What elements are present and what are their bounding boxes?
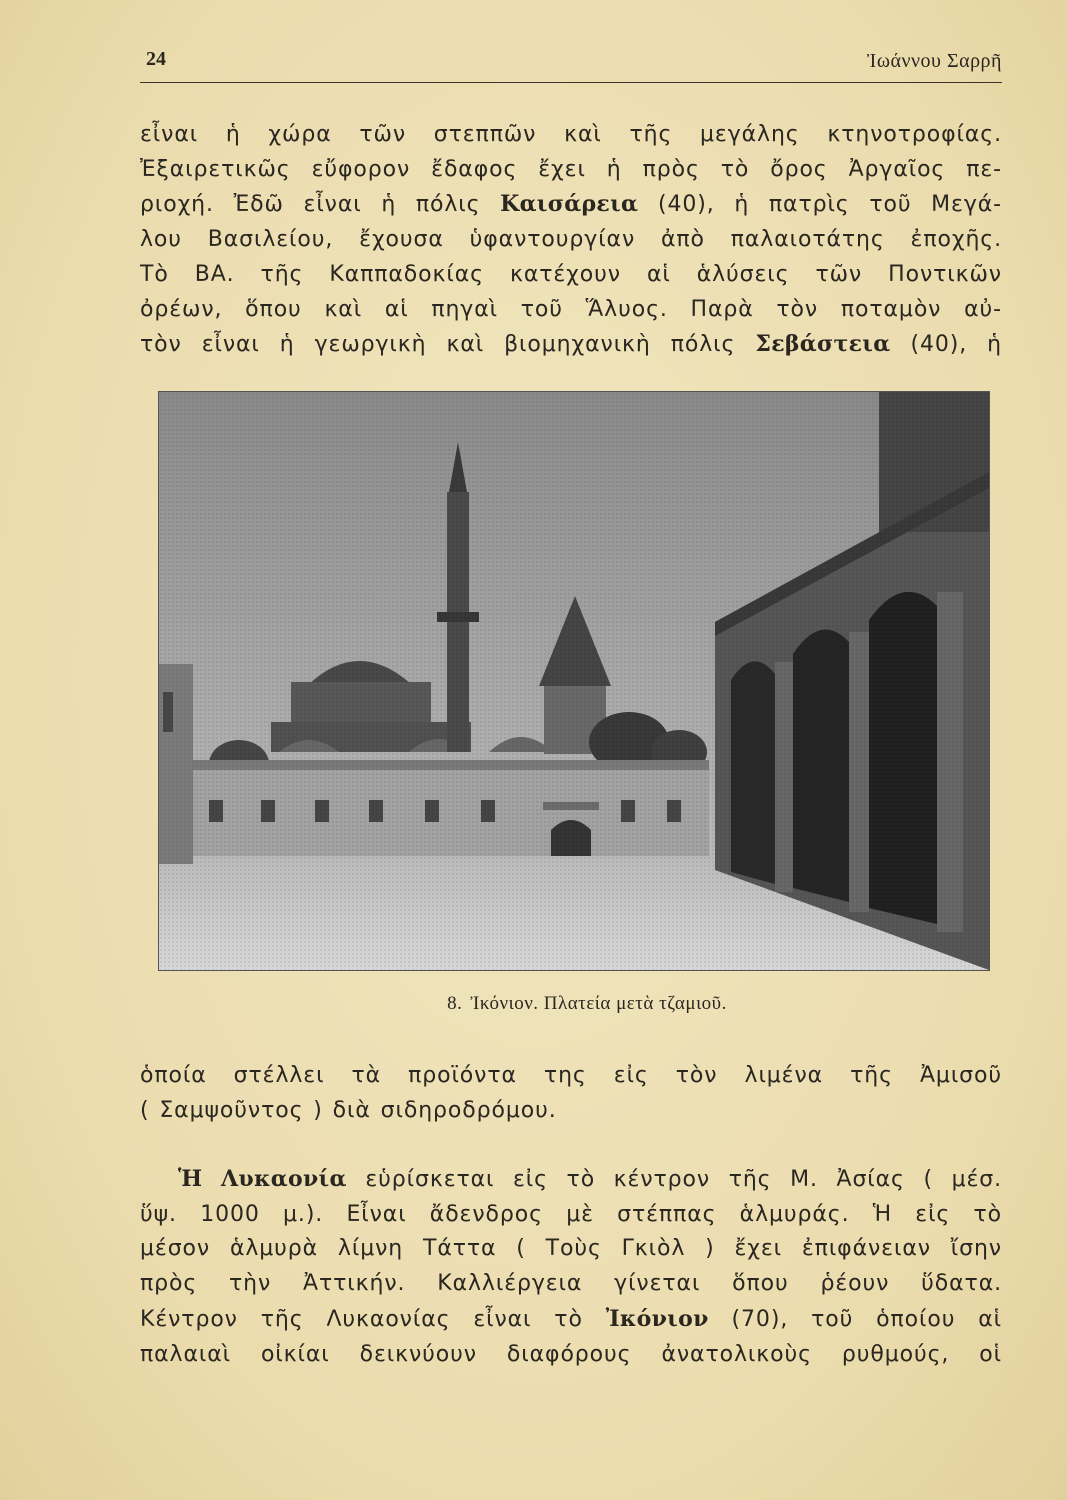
photo-konya-mosque [158, 391, 990, 971]
paragraph-after-figure [140, 1059, 1002, 1128]
figure-number: 8. [447, 993, 463, 1014]
text-line: Ἡ Λυκαονία εὑρίσκεται εἰς τὸ κέντρον τῆς Μ. Ἀσίας ( μέσ. [178, 1166, 1002, 1192]
text-line: Τὸ ΒΑ. τῆς Καππαδοκίας κατέχουν αἱ ἁλύσεις τῶν Ποντικῶν [140, 261, 1002, 287]
text-line: εἶναι ἡ χώρα τῶν στεππῶν καὶ τῆς μεγάλης κτηνοτροφίας. [140, 122, 1002, 147]
figure-caption-text: Ἰκόνιον. Πλατεία μετὰ τζαμιοῦ. [470, 993, 727, 1014]
text-line: τὸν εἶναι ἡ γεωργικὴ καὶ βιομηχανικὴ πόλις Σεβάστεια (40), ἡ [140, 331, 1002, 358]
page-header [140, 44, 1002, 84]
text-line: Κέντρον τῆς Λυκαονίας εἶναι τὸ Ἰκόνιον (70), τοῦ ὁποίου αἱ [140, 1305, 1002, 1332]
header-rule [140, 82, 1002, 83]
place-name-kaisareia: Καισάρεια [500, 191, 639, 218]
text-line: παλαιαὶ οἰκίαι δεικνύουν διαφόρους ἀνατολικοὺς ρυθμούς, οἱ [140, 1341, 1002, 1367]
text-line: Ἐξαιρετικῶς εὔφορον ἔδαφος ἔχει ἡ πρὸς τὸ ὄρος Ἀργαῖος πε- [140, 156, 1002, 182]
figure-caption [140, 993, 1002, 1015]
text-line: μέσον ἁλμυρὰ λίμνη Τάττα ( Τοὺς Γκιὸλ ) ἔχει ἐπιφάνειαν ἴσην [140, 1236, 1002, 1262]
text-line: ὀρέων, ὅπου καὶ αἱ πηγαὶ τοῦ Ἅλυος. Παρὰ τὸν ποταμὸν αὐ- [140, 296, 1002, 322]
text-line: ( Σαμψοῦντος ) διὰ σιδηροδρόμου. [140, 1097, 557, 1123]
place-name-ikonion: Ἰκόνιον [605, 1305, 709, 1332]
text-line: ὕψ. 1000 μ.). Εἶναι ἄδενδρος μὲ στέππας ἁλμυράς. Ἡ εἰς τὸ [140, 1201, 1002, 1227]
place-name-sebasteia: Σεβάστεια [755, 331, 891, 358]
text-line: πρὸς τὴν Ἀττικήν. Καλλιέργεια γίνεται ὅπου ῥέουν ὕδατα. [140, 1271, 1002, 1297]
place-name-lykaonia: Ἡ Λυκαονία [178, 1166, 347, 1192]
text-line: λου Βασιλείου, ἔχουσα ὑφαντουργίαν ἀπὸ παλαιοτάτης ἐποχῆς. [140, 227, 1002, 253]
paragraph-lykaonia [140, 1162, 1002, 1372]
running-head: Ἰωάννου Σαρρῆ [866, 50, 1002, 72]
paragraph-continuation [140, 118, 1002, 363]
text-line: ριοχή. Ἐδῶ εἶναι ἡ πόλις Καισάρεια (40), ἡ πατρὶς τοῦ Μεγά- [140, 191, 1002, 218]
page-number: 24 [146, 48, 166, 70]
text-line: ὁποία στέλλει τὰ προϊόντα της εἰς τὸν λιμένα τῆς Ἀμισοῦ [140, 1063, 1002, 1088]
